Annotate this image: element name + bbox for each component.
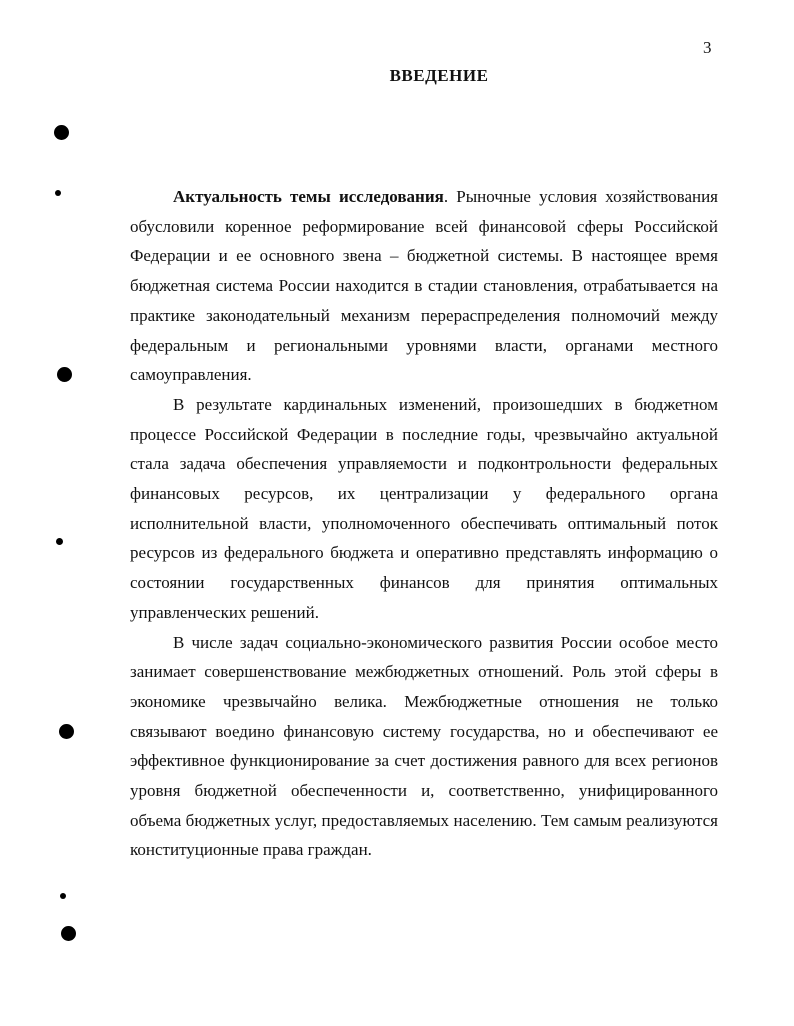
paragraph-relevance [130, 182, 718, 390]
punch-hole [55, 190, 61, 196]
paragraph-text: Рыночные условия хозяйствования обусловили коренное реформирование всей финансовой сферы Российской Федерации и ее основного звена – бюджетной системы. В настоящее время бюджетная система России находится в стадии становления, отрабатывается на практике законодательный механизм перераспределения полномочий между федеральным и региональными уровнями власти, органами местного самоуправления. [130, 187, 719, 385]
punch-hole [59, 724, 74, 739]
punch-hole [56, 538, 63, 545]
paragraph-budget-process [130, 390, 718, 628]
paragraph-text: В числе задач социально-экономического развития России особое место занимает совершенствование межбюджетных отношений. Роль этой сферы в экономике чрезвычайно велика. Межбюджетные отношения не только связывают воедино финансовую систему государства, но и обеспечивают ее эффективное функционирование за счет достижения равного для всех регионов уровня бюджетной обеспеченности и, соответственно, унифицированного объема бюджетных услуг, предоставляемых населению. Тем самым реализуются конституционные права граждан. [130, 632, 718, 860]
punch-hole [54, 125, 69, 140]
paragraph-lead: Актуальность темы исследования [173, 187, 444, 206]
punch-hole [61, 926, 76, 941]
punch-hole [57, 367, 72, 382]
paragraph-interbudget-relations [130, 628, 718, 866]
paragraph-text: В результате кардинальных изменений, произошедших в бюджетном процессе Российской Федерации в последние годы, чрезвычайно актуальной стала задача обеспечения управляемости и подконтрольности федеральных финансовых ресурсов, их централизации у федерального органа исполнительной власти, уполномоченного обеспечивать оптимальный поток ресурсов из федерального бюджета и оперативно представлять информацию о состоянии государственных финансов для принятия оптимальных управленческих решений. [130, 394, 718, 622]
page-title: ВВЕДЕНИЕ [389, 66, 489, 85]
paragraph-lead-punct: . [443, 187, 449, 206]
body-text [130, 182, 718, 865]
page-number: 3 [703, 38, 712, 57]
punch-hole [60, 893, 66, 899]
